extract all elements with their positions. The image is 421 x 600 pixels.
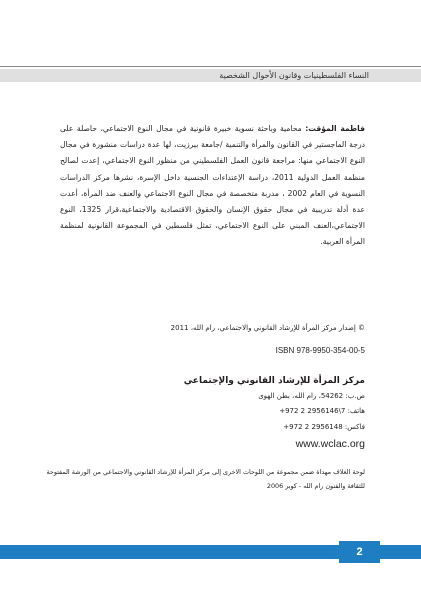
website-link[interactable]: www.wclac.org [295,438,365,450]
header-rule [0,66,421,67]
isbn: ISBN 978-9950-354-00-5 [275,346,365,355]
author-bio [60,121,365,251]
author-name: فاطمة المؤقت: [305,124,365,133]
running-header-title: النساء الفلسطينيات وقانون الأحوال الشخصية [219,71,369,80]
organization-address: ص.ب: 54262، رام الله، بطن الهوى [258,392,365,400]
cover-note: لوحة الغلاف مهداة ضمن مجموعة من اللوحات الاخرى إلى مركز المرأة للإرشاد القانوني والاجتماعي من الورشة المفتوحة للثقافة والفنون رام الله - كوبر 2006 [46,468,365,490]
author-bio-text: محامية وباحثة نسوية خبيرة قانونية في مجال النوع الاجتماعي، حاصلة على درجة الماجستير في القانون والمرأة والتنمية /جامعة بيرزيت، لها عدة دراسات منشورة في مجال النوع الاجتماعي منها: مراجعة قانون العمل الفلسطيني من منظور النوع الاجتماعي، إعدت لصالح منظمة العمل الدولية 2011، دراسة الإعتداءات الجنسية داخل الإسرة، نشرها مركز الدراسات النسوية في العام 2002 ، مدربة متخصصة في مجال النوع الاجتماعي والعنف ضد المرأة، أعدت عدة أدلة تدريبية في مجال حقوق الإنسان والحقوق الاقتصادية والاجتماعية،قرار 1325، النوع الاجتماعي،العنف المبني على النوع الاجتماعي، تمثل فلسطين في المجموعة القانونية لمنظمة المرأة العربية. [60,124,365,247]
organization-fax: فاكس: 2956148 2 972+ [283,423,365,431]
copyright-notice: © إصدار مركز المرأة للإرشاد القانوني والاجتماعي، رام الله، 2011 [170,324,365,332]
page-number: 2 [356,546,363,558]
organization-name: مركز المرأة للإرشاد القانوني والإجتماعي [183,376,365,386]
organization-phone: هاتف: 7\2956146 2 972+ [279,407,365,415]
